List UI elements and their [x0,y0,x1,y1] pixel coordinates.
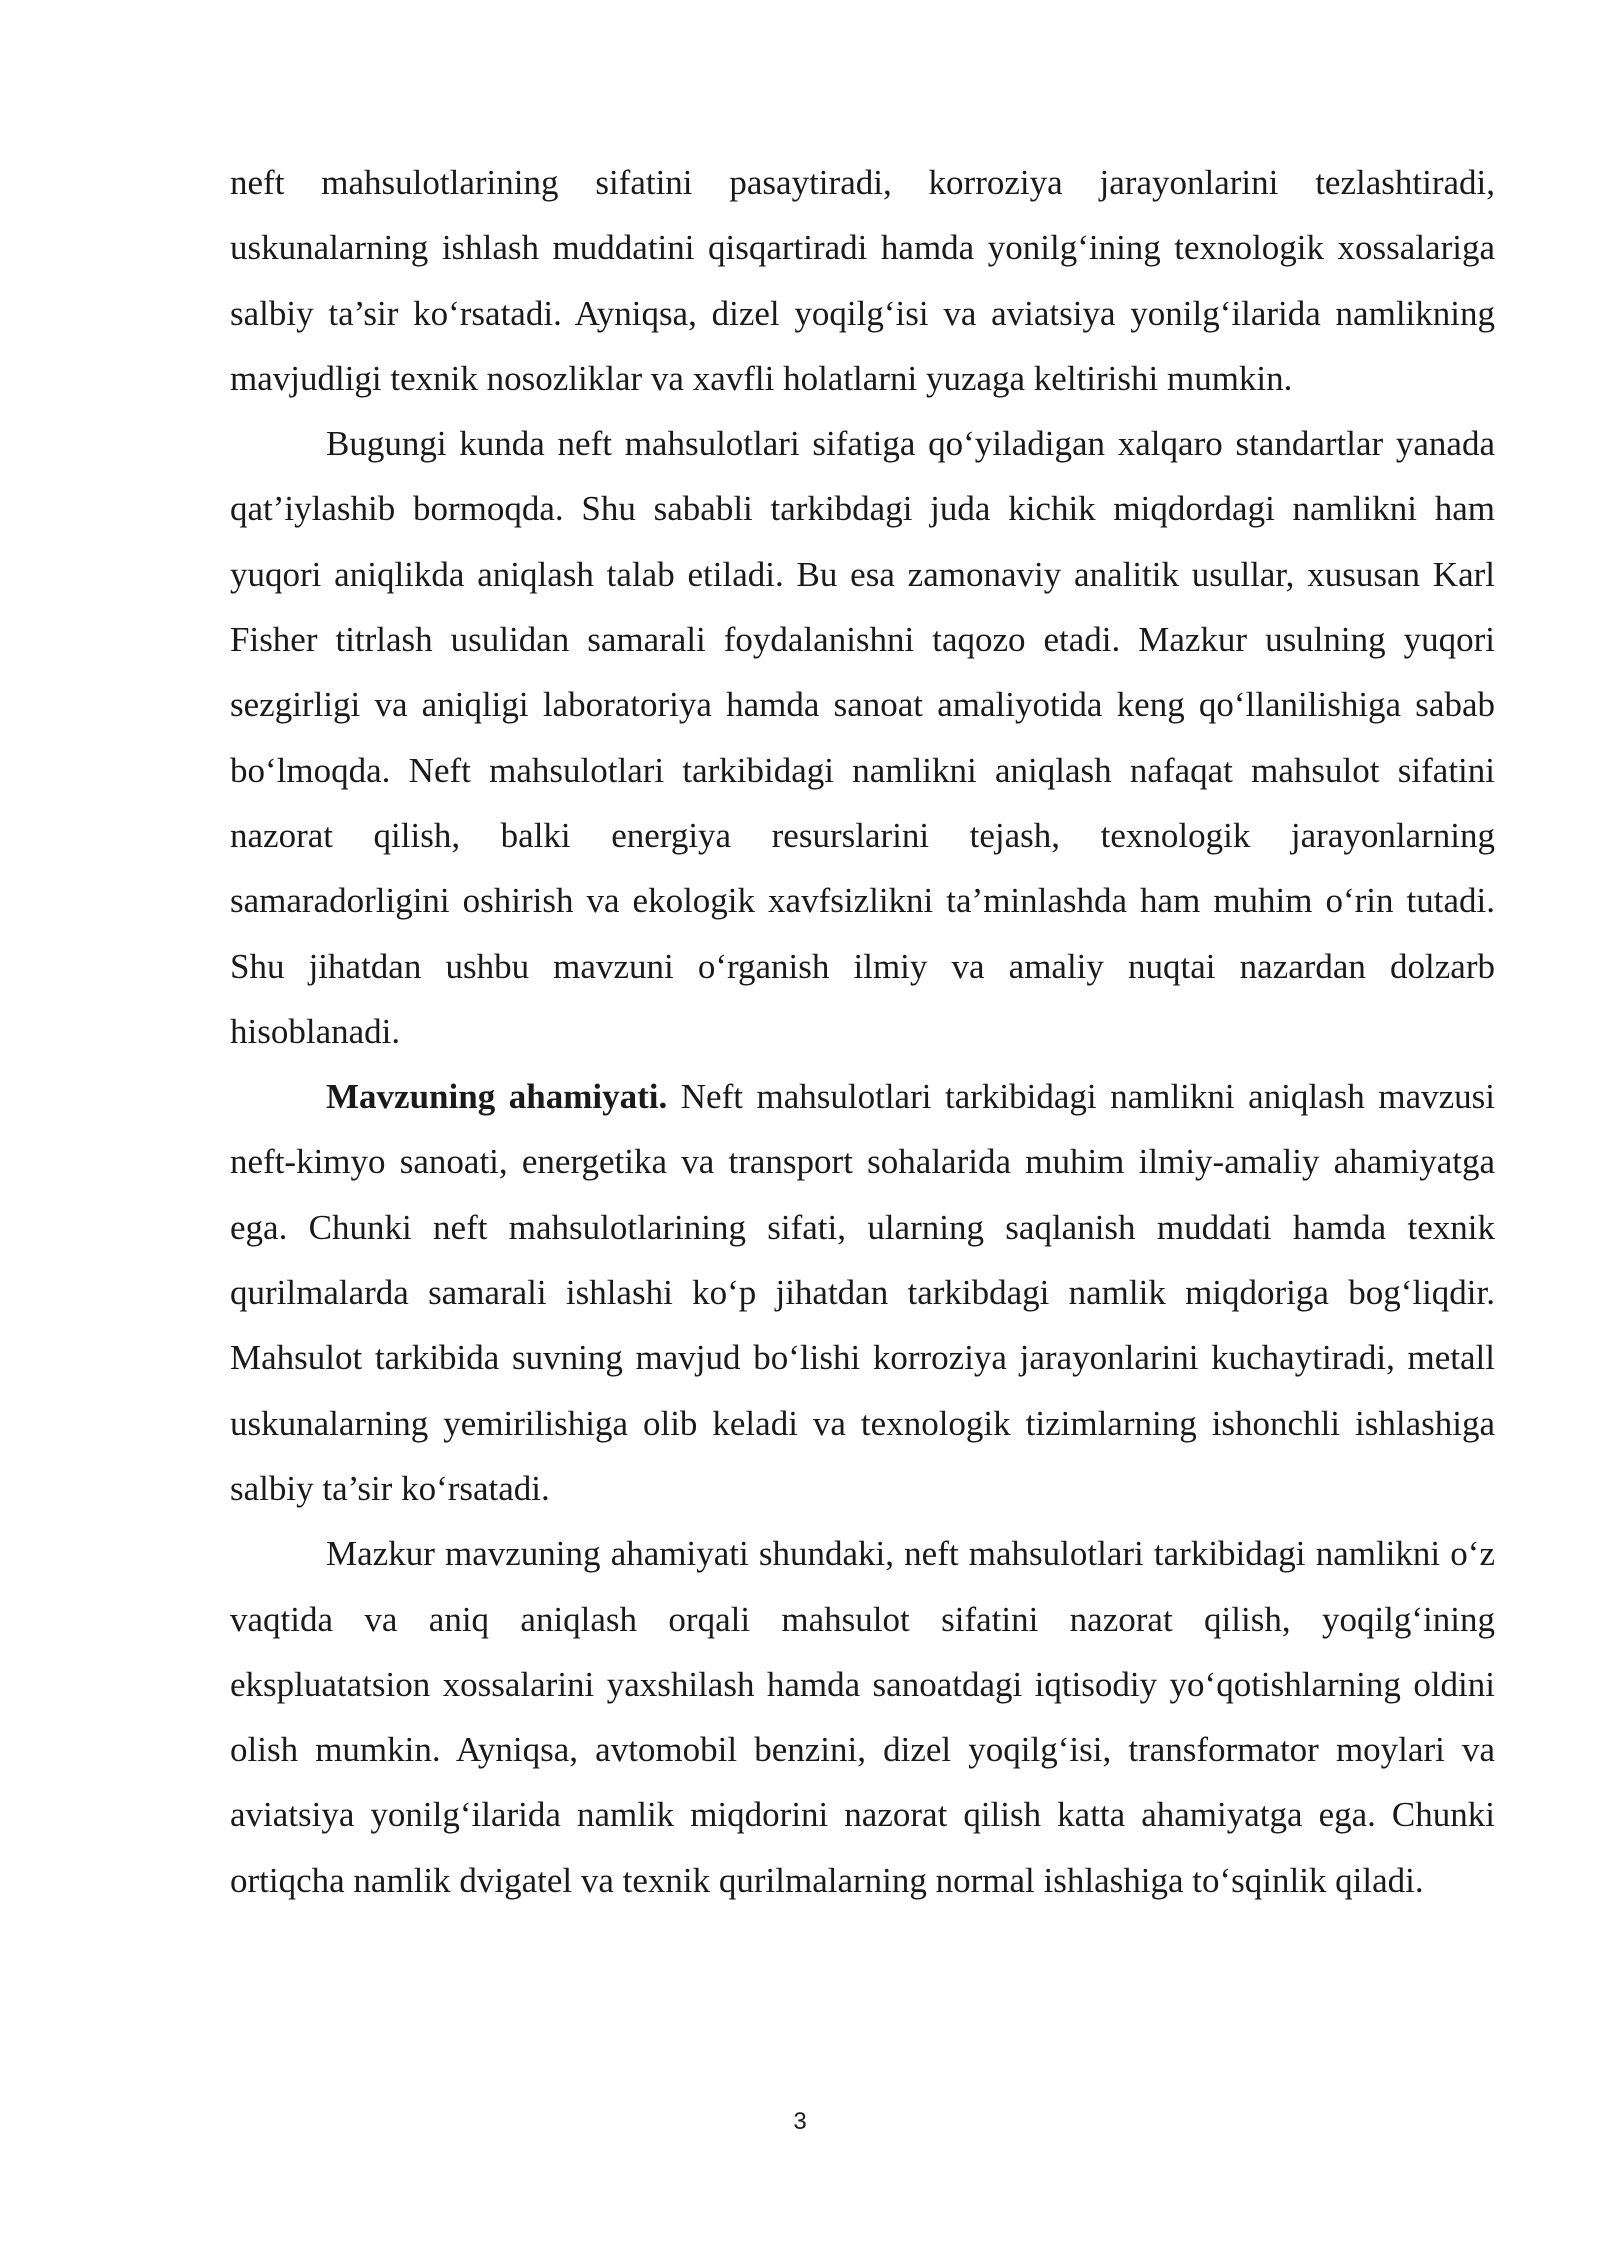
paragraph-standards [230,411,1495,1064]
paragraph-importance [230,1064,1495,1521]
paragraph-text: Mazkur mavzuning ahamiyati shundaki, neft mahsulotlari tarkibidagi namlikni o‘z vaqtida va aniq aniqlash orqali mahsulot sifatini nazorat qilish, yoqilg‘ining ekspluatatsion xossalarini yaxshilash hamda sanoatdagi iqtisodiy yo‘qotishlarning oldini olish mumkin. Ayniqsa, avtomobil benzini, dizel yoqilg‘isi, transformator moylari va aviatsiya yonilg‘ilarida namlik miqdorini nazorat qilish katta ahamiyatga ega. Chunki ortiqcha namlik dvigatel va texnik qurilmalarning normal ishlashiga to‘sqinlik qiladi. [230,1534,1495,1900]
paragraph-text: Bugungi kunda neft mahsulotlari sifatiga qo‘yiladigan xalqaro standartlar yanada qat’iylashib bormoqda. Shu sababli tarkibdagi juda kichik miqdordagi namlikni ham yuqori aniqlikda aniqlash talab etiladi. Bu esa zamonaviy analitik usullar, xususan Karl Fisher titrlash usulidan samarali foydalanishni taqozo etadi. Mazkur usulning yuqori sezgirligi va aniqligi laboratoriya hamda sanoat amaliyotida keng qo‘llanilishiga sabab bo‘lmoqda. Neft mahsulotlari tarkibidagi namlikni aniqlash nafaqat mahsulot sifatini nazorat qilish, balki energiya resurslarini tejash, texnologik jarayonlarning samaradorligini oshirish va ekologik xavfsizlikni ta’minlashda ham muhim o‘rin tutadi. Shu jihatdan ushbu mavzuni o‘rganish ilmiy va amaliy nuqtai nazardan dolzarb hisoblanadi. [230,424,1495,1051]
paragraph-continuation [230,150,1495,411]
paragraph-text: neft mahsulotlarining sifatini pasaytiradi, korroziya jarayonlarini tezlashtiradi, uskunalarning ishlash muddatini qisqartiradi hamda yonilg‘ining texnologik xossalariga salbiy ta’sir ko‘rsatadi. Ayniqsa, dizel yoqilg‘isi va aviatsiya yonilg‘ilarida namlikning mavjudligi texnik nosozliklar va xavfli holatlarni yuzaga keltirishi mumkin. [230,163,1495,398]
paragraph-significance [230,1521,1495,1913]
body-text [230,150,1495,1913]
paragraph-text: Neft mahsulotlari tarkibidagi namlikni aniqlash mavzusi neft-kimyo sanoati, energetika va transport sohalarida muhim ilmiy-amaliy ahamiyatga ega. Chunki neft mahsulotlarining sifati, ularning saqlanish muddati hamda texnik qurilmalarda samarali ishlashi ko‘p jihatdan tarkibdagi namlik miqdoriga bog‘liqdir. Mahsulot tarkibida suvning mavjud bo‘lishi korroziya jarayonlarini kuchaytiradi, metall uskunalarning yemirilishiga olib keladi va texnologik tizimlarning ishonchli ishlashiga salbiy ta’sir ko‘rsatadi. [230,1077,1495,1508]
paragraph-lead-bold: Mavzuning ahamiyati. [326,1077,668,1117]
page-number: 3 [793,2108,807,2135]
